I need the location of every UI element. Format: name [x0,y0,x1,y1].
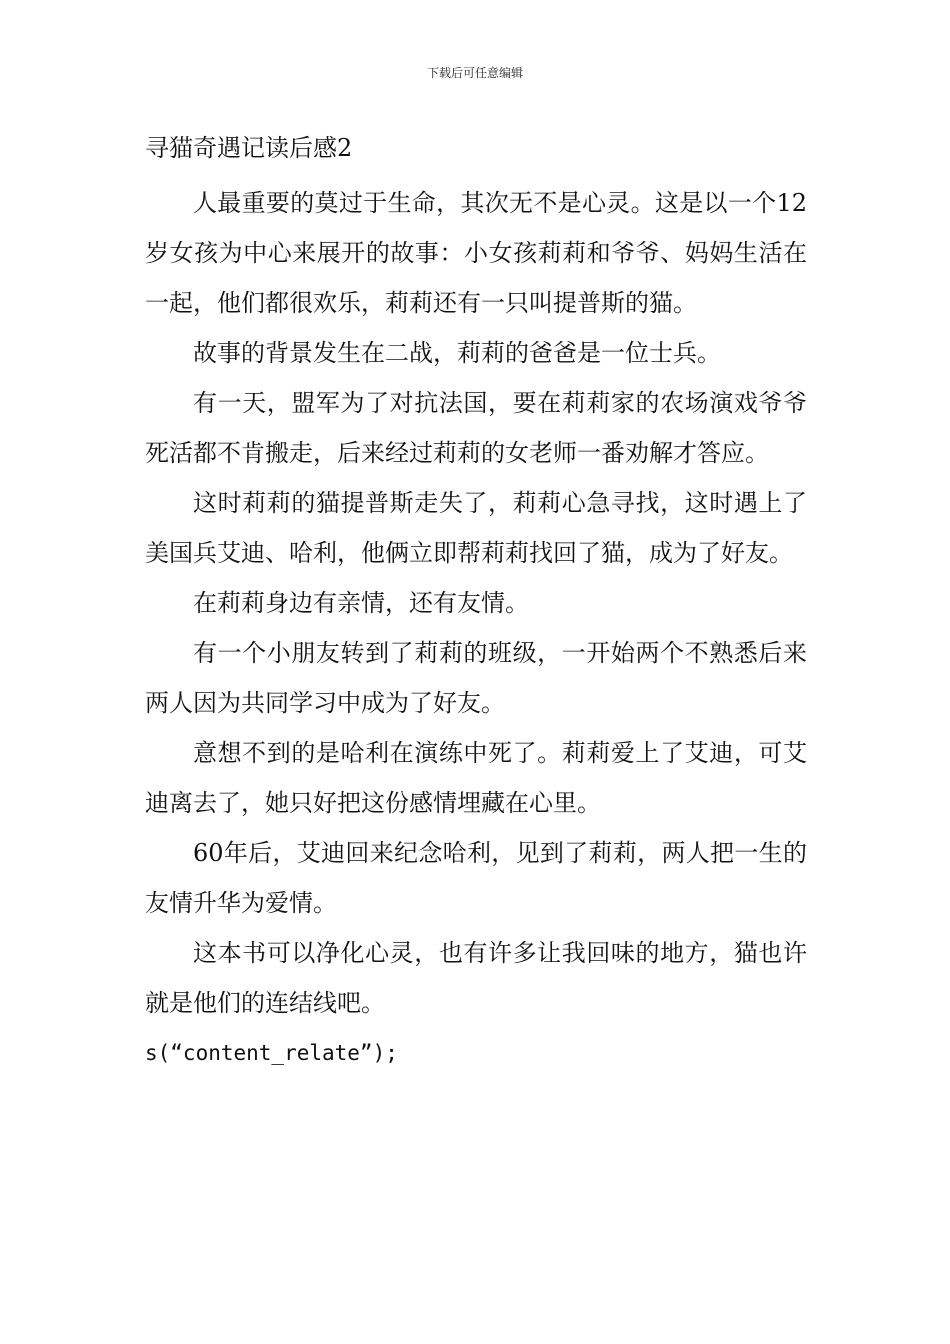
paragraph: 意想不到的是哈利在演练中死了。莉莉爱上了艾迪，可艾迪离去了，她只好把这份感情埋藏在心里。 [145,739,807,817]
page-header: 下载后可任意编辑 [426,66,523,80]
code-line: s(“content_relate”); [145,1041,398,1065]
paragraph: 故事的背景发生在二战，莉莉的爸爸是一位士兵。 [193,339,721,367]
paragraph: 这时莉莉的猫提普斯走失了，莉莉心急寻找，这时遇上了美国兵艾迪、哈利，他俩立即帮莉莉找回了猫，成为了好友。 [145,489,807,567]
paragraph: 有一个小朋友转到了莉莉的班级，一开始两个不熟悉后来两人因为共同学习中成为了好友。 [145,639,807,717]
paragraph: 这本书可以净化心灵，也有许多让我回味的地方，猫也许就是他们的连结线吧。 [145,939,807,1017]
paragraph: 有一天，盟军为了对抗法国，要在莉莉家的农场演戏爷爷死活都不肯搬走，后来经过莉莉的女老师一番劝解才答应。 [145,389,807,467]
paragraph: 在莉莉身边有亲情，还有友情。 [193,589,529,617]
paragraph: 60年后，艾迪回来纪念哈利，见到了莉莉，两人把一生的友情升华为爱情。 [145,839,807,917]
paragraph: 人最重要的莫过于生命，其次无不是心灵。这是以一个12岁女孩为中心来展开的故事：小女孩莉莉和爷爷、妈妈生活在一起，他们都很欢乐，莉莉还有一只叫提普斯的猫。 [145,189,807,317]
document-body [145,128,807,1078]
document-title: 寻猫奇遇记读后感2 [145,134,353,162]
